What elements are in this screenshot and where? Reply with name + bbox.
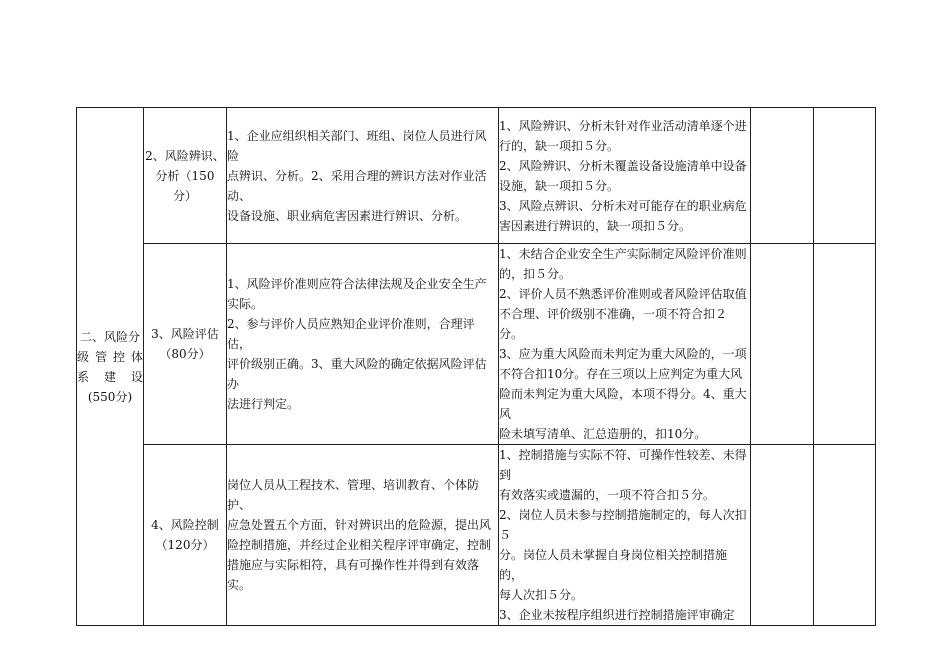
category-line: 系 建 设	[77, 369, 143, 384]
item-cell	[144, 108, 227, 244]
category-line: (550分)	[87, 389, 133, 404]
requirement-line: 险控制措施，并经过企业相关程序评审确定，控制	[227, 538, 492, 552]
requirement-line: 评价级别正确。3、重大风险的确定依据风险评估办	[227, 357, 487, 391]
assessment-table	[76, 107, 876, 626]
criteria-line: 2、岗位人员未参与控制措施制定的，每人次扣５	[499, 508, 747, 542]
criteria-line: 2、风险辨识、分析未覆盖设备设施清单中设备	[499, 158, 747, 173]
criteria-cell	[499, 244, 751, 445]
item-line: 分析（150	[155, 168, 215, 183]
criteria-line: 不符合扣10分。存在三项以上应判定为重大风	[499, 367, 743, 381]
table-row	[77, 445, 876, 626]
item-line: 4、风险控制	[151, 518, 219, 532]
empty-cell	[814, 244, 876, 445]
requirement-line: 岗位人员从工程技术、管理、培训教育、个体防护、	[227, 478, 480, 512]
criteria-line: 3、企业未按程序组织进行控制措施评审确定	[499, 608, 735, 622]
criteria-cell	[499, 108, 751, 244]
table-row	[77, 108, 876, 244]
empty-cell	[751, 244, 814, 445]
item-line: 2、风险辨识、	[145, 148, 225, 163]
criteria-line: 行的，缺一项扣５分。	[499, 138, 620, 153]
criteria-line: 1、未结合企业安全生产实际制定风险评价准则	[499, 247, 747, 261]
criteria-line: 险未填写清单、汇总造册的，扣10分。	[499, 427, 707, 441]
requirement-line: 法进行判定。	[227, 397, 300, 411]
criteria-line: 有效落实或遗漏的，一项不符合扣５分。	[499, 488, 716, 502]
requirement-line: 点辨识、分析。2、采用合理的辨识方法对作业活动、	[227, 168, 487, 203]
empty-cell	[814, 445, 876, 626]
item-line: 分）	[172, 188, 197, 203]
criteria-line: 3、风险点辨识、分析未对可能存在的职业病危	[499, 198, 747, 213]
criteria-line: 1、风险辨识、分析未针对作业活动清单逐个进	[499, 118, 747, 133]
item-cell	[144, 244, 227, 445]
criteria-line: 的，扣５分。	[499, 267, 572, 281]
requirement-line: 1、企业应组织相关部门、班组、岗位人员进行风险	[227, 128, 487, 163]
criteria-line: 3、应为重大风险而未判定为重大风险的，一项	[499, 347, 747, 361]
requirement-cell	[227, 108, 499, 244]
requirement-line: 2、参与评价人员应熟知企业评价准则，合理评估，	[227, 317, 475, 351]
criteria-cell	[499, 445, 751, 626]
empty-cell	[751, 445, 814, 626]
criteria-line: 每人次扣５分。	[499, 588, 584, 602]
requirement-line: 措施应与实际相符，具有可操作性并得到有效落	[227, 558, 480, 572]
requirement-line: 1、风险评价准则应符合法律法规及企业安全生产	[227, 277, 487, 291]
requirement-line: 应急处置五个方面，针对辨识出的危险源，提出风	[227, 518, 492, 532]
requirement-line: 实。	[227, 578, 252, 592]
requirement-cell	[227, 244, 499, 445]
category-line: 级管控体	[77, 349, 143, 364]
category-cell	[77, 108, 144, 626]
table-row	[77, 244, 876, 445]
criteria-line: 1、控制措施与实际不符、可操作性较差、未得到	[499, 448, 747, 482]
criteria-line: 不合理、评价级别不准确，一项不符合扣２分。	[499, 307, 728, 341]
criteria-line: 分。岗位人员未掌握自身岗位相关控制措施的，	[499, 548, 728, 582]
criteria-line: 2、评价人员不熟悉评价准则或者风险评估取值	[499, 287, 747, 301]
empty-cell	[814, 108, 876, 244]
item-line: （80分）	[159, 347, 211, 361]
item-line: （120分）	[155, 538, 215, 552]
empty-cell	[751, 108, 814, 244]
criteria-line: 设施，缺一项扣５分。	[499, 178, 620, 193]
item-line: 3、风险评估	[151, 327, 219, 341]
requirement-cell	[227, 445, 499, 626]
criteria-line: 险而未判定为重大风险，本项不得分。4、重大风	[499, 387, 747, 421]
category-line: 二、风险分	[79, 329, 140, 344]
requirement-line: 设备设施、职业病危害因素进行辨识、分析。	[227, 208, 468, 223]
item-cell	[144, 445, 227, 626]
requirement-line: 实际。	[227, 297, 264, 311]
criteria-line: 害因素进行辨识的，缺一项扣５分。	[499, 218, 692, 233]
